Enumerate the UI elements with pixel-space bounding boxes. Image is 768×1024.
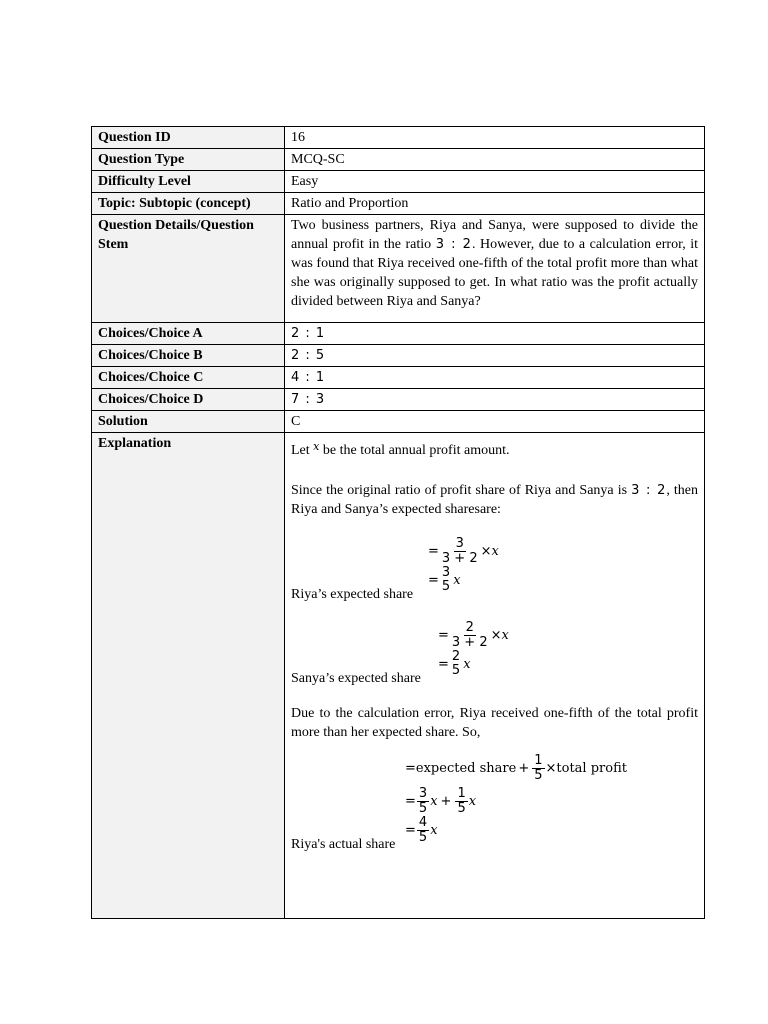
riya-actual-eq-2 (291, 787, 698, 816)
since-ratio: 3 : 2 (631, 483, 667, 498)
var-x: x (430, 823, 438, 838)
choice-b-label: Choices/Choice B (92, 345, 285, 367)
choice-d-label: Choices/Choice D (92, 389, 285, 411)
question-type-value: MCQ-SC (285, 149, 705, 171)
choice-c-value: 4 : 1 (291, 370, 326, 385)
solution-label: Solution (92, 411, 285, 433)
choice-d-value: 7 : 3 (291, 392, 326, 407)
stem-part1: Two business partners, Riya and Sanya, were supposed to divide the annual profit in the ratio (291, 218, 698, 252)
row-question-id (92, 127, 705, 149)
expected-share-text: expected share (415, 761, 517, 776)
choice-b-value: 2 : 5 (291, 348, 326, 363)
row-question-stem (92, 215, 705, 323)
equals-sign: = (438, 656, 449, 672)
equals-sign: = (428, 572, 439, 588)
topic-value: Ratio and Proportion (285, 193, 705, 215)
fraction-3-over-5: $\frac{3}{5}$ (418, 786, 428, 816)
fraction-3-over-5: 3 5 (441, 565, 451, 594)
difficulty-label: Difficulty Level (92, 171, 285, 193)
equals-sign: = (405, 823, 416, 838)
choice-b-cell (285, 345, 705, 367)
difficulty-value: Easy (285, 171, 705, 193)
var-x: x (491, 544, 499, 559)
since-pre: Since the original ratio of profit share of Riya and Sanya is (291, 483, 628, 498)
since-post: , then Riya and Sanya’s expected sharesare: (291, 483, 699, 517)
fraction-2-over-5: 2 5 (451, 649, 461, 678)
equals-sign: = (438, 628, 449, 643)
choice-a-label: Choices/Choice A (92, 323, 285, 345)
sanya-expected-label: Sanya’s expected share (291, 671, 421, 686)
stem-ratio: 3 : 2 (435, 237, 472, 252)
explanation-let (291, 437, 698, 460)
plus-sign: + (518, 761, 530, 776)
riya-actual-eq-3-row (291, 816, 698, 854)
var-x: x (430, 794, 438, 809)
question-table (91, 126, 705, 919)
row-choice-d (92, 389, 705, 411)
stem-part2: . However, due to a calculation error, it was found that Riya received one-fifth of the total profit more than what she was originally supposed to get. In what ratio was the profit actually divided between Riya and Sanya? (291, 237, 699, 309)
fraction-1-over-5: $\frac{1}{5}$ (534, 753, 543, 783)
question-id-value: 16 (285, 127, 705, 149)
fraction-4-over-5: $\frac{4}{5}$ (418, 815, 428, 845)
explanation-since (291, 481, 698, 519)
equals-sign: = (428, 544, 439, 559)
sanya-eq-1 (291, 621, 698, 650)
riya-actual-label: Riya's actual share (291, 837, 396, 852)
riya-eq-2-row (291, 566, 698, 604)
row-difficulty (92, 171, 705, 193)
sanya-eq-2 (438, 650, 471, 678)
row-question-type (92, 149, 705, 171)
fraction-1-over-5: $\frac{1}{5}$ (457, 786, 466, 816)
solution-value: C (285, 411, 705, 433)
riya-actual-eq-1 (291, 754, 698, 783)
let-post: be the total annual profit amount. (322, 443, 510, 458)
row-choice-c (92, 367, 705, 389)
row-choice-b (92, 345, 705, 367)
question-stem-text (291, 216, 698, 321)
fraction-2-over-3plus2: $\frac{2}{3 + 2}$ (451, 620, 488, 650)
question-stem-cell (285, 215, 705, 323)
question-id-label: Question ID (92, 127, 285, 149)
explanation-error-text: Due to the calculation error, Riya received one-fifth of the total profit more than her expected share. So, (291, 706, 698, 740)
choice-d-cell (285, 389, 705, 411)
times-sign: × (545, 761, 557, 776)
row-solution (92, 411, 705, 433)
row-explanation (92, 433, 705, 919)
var-x: x (463, 656, 471, 672)
explanation-label: Explanation (92, 433, 285, 919)
choice-a-value: 2 : 1 (291, 326, 326, 341)
question-stem-label: Question Details/Question Stem (92, 215, 285, 323)
times-sign: × (480, 544, 492, 559)
fraction-3-over-3plus2: $\frac{3}{3 + 2}$ (441, 536, 478, 566)
riya-eq-1 (291, 537, 698, 566)
times-sign: × (490, 628, 502, 643)
plus-sign: + (440, 794, 452, 809)
riya-actual-eq-3 (405, 816, 438, 845)
topic-label: Topic: Subtopic (concept) (92, 193, 285, 215)
equals-sign: = (405, 794, 416, 809)
var-x: x (501, 628, 509, 643)
row-choice-a (92, 323, 705, 345)
let-pre: Let (291, 443, 310, 458)
let-variable: x (313, 440, 320, 453)
row-topic (92, 193, 705, 215)
total-profit-text: total profit (556, 761, 627, 776)
explanation-cell (285, 433, 705, 919)
question-type-label: Question Type (92, 149, 285, 171)
equals-sign: = (405, 761, 416, 776)
sanya-eq-2-row (291, 650, 698, 688)
choice-a-cell (285, 323, 705, 345)
var-x: x (468, 794, 477, 809)
var-x: x (453, 572, 461, 588)
riya-eq-2 (428, 566, 461, 594)
choice-c-label: Choices/Choice C (92, 367, 285, 389)
riya-expected-label: Riya’s expected share (291, 587, 414, 602)
choice-c-cell (285, 367, 705, 389)
